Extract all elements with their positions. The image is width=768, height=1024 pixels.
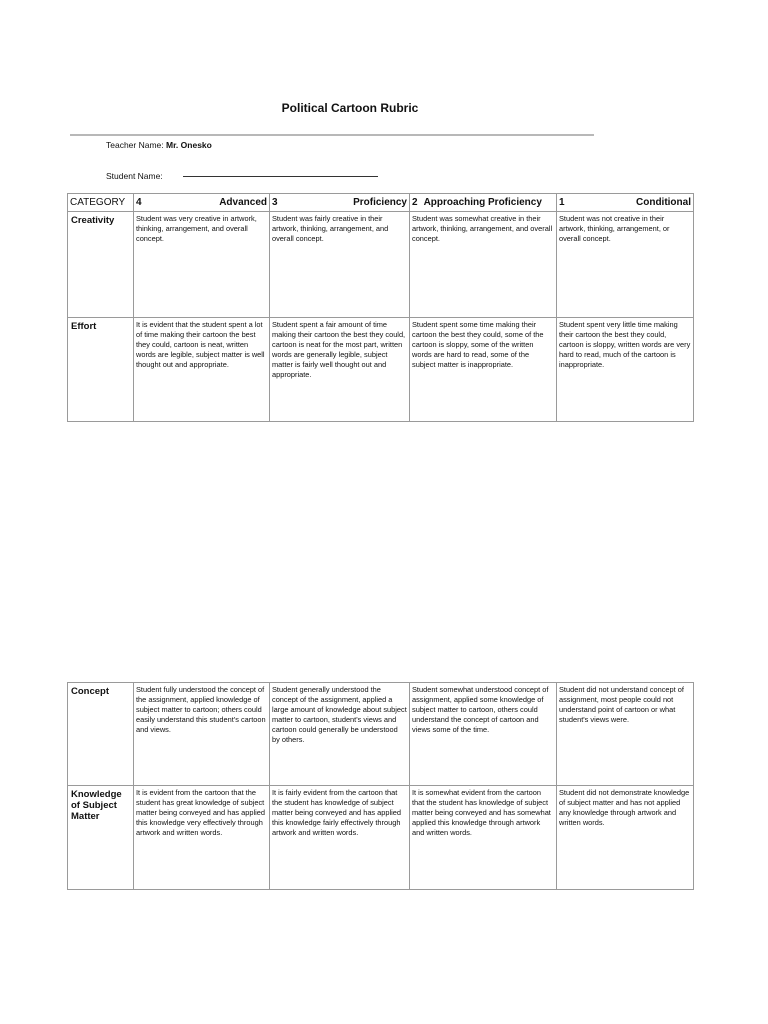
header-col-3: [270, 194, 410, 212]
rubric-cell: Student fully understood the concept of the assignment, applied knowledge of subject matter to cartoon; others could easily understand this student's cartoon and views.: [134, 683, 270, 786]
rubric-cell: Student was not creative in their artwork, thinking, arrangement, or overall concept.: [557, 212, 694, 318]
rubric-cell: Student somewhat understood concept of assignment, applied some knowledge of subject matter to cartoon, others could understand the concept of cartoon and views some of the time.: [410, 683, 557, 786]
teacher-name-value: Mr. Onesko: [166, 140, 212, 150]
header-col-2-number: 2: [412, 196, 418, 208]
rubric-cell: It is evident from the cartoon that the student has great knowledge of subject matter being conveyed and has applied this knowledge very effectively through artwork and written words.: [134, 786, 270, 890]
rubric-cell: Student spent a fair amount of time making their cartoon the best they could, cartoon is neat for the most part, written words are generally legible, subject matter is fairly well thought out and appropriate.: [270, 318, 410, 422]
teacher-name-field: [106, 140, 212, 150]
rubric-header-row: [68, 194, 694, 212]
header-col-4-label: Advanced: [219, 196, 267, 208]
rubric-cell: It is evident that the student spent a lot of time making their cartoon the best they could, cartoon is neat, written words are legible, subject matter is well thought out and appropriate.: [134, 318, 270, 422]
header-col-4: [134, 194, 270, 212]
header-col-1-number: 1: [559, 196, 565, 208]
row-category: Concept: [68, 683, 134, 786]
rubric-cell: Student spent some time making their cartoon the best they could, some of the cartoon is sloppy, some of the written words are hard to read, some of the subject matter is inappropriate.: [410, 318, 557, 422]
rubric-cell: Student spent very little time making their cartoon the best they could, cartoon is sloppy, written words are very hard to read, much of the cartoon is inappropriate.: [557, 318, 694, 422]
row-category: Effort: [68, 318, 134, 422]
rubric-cell: Student did not understand concept of assignment, most people could not understand point of cartoon or what student's views were.: [557, 683, 694, 786]
header-category: CATEGORY: [68, 194, 134, 212]
rubric-table-bottom: [67, 682, 694, 890]
rubric-cell: Student was fairly creative in their artwork, thinking, arrangement, and overall concept.: [270, 212, 410, 318]
rubric-row-effort: [68, 318, 694, 422]
page-title: Political Cartoon Rubric: [281, 101, 419, 115]
student-name-label: Student Name:: [106, 171, 163, 181]
student-name-field: [106, 171, 378, 181]
rubric-cell: Student did not demonstrate knowledge of subject matter and has not applied any knowledge through artwork and written words.: [557, 786, 694, 890]
rubric-row-creativity: [68, 212, 694, 318]
student-name-blank[interactable]: [183, 176, 378, 177]
rubric-table-top: [67, 193, 694, 422]
rubric-cell: It is fairly evident from the cartoon that the student has knowledge of subject matter being conveyed and has applied this knowledge fairly effectively through artwork and written words.: [270, 786, 410, 890]
header-col-3-label: Proficiency: [353, 196, 407, 208]
rubric-row-knowledge: [68, 786, 694, 890]
header-col-3-number: 3: [272, 196, 278, 208]
header-col-2: [410, 194, 557, 212]
header-col-1-label: Conditional: [636, 196, 691, 208]
title-divider: [70, 134, 594, 136]
teacher-name-label: Teacher Name:: [106, 140, 164, 150]
row-category: Creativity: [68, 212, 134, 318]
rubric-row-concept: [68, 683, 694, 786]
row-category: Knowledge of Subject Matter: [68, 786, 134, 890]
header-col-4-number: 4: [136, 196, 142, 208]
header-col-1: [557, 194, 694, 212]
rubric-cell: It is somewhat evident from the cartoon that the student has knowledge of subject matter being conveyed and has somewhat applied this knowledge through artwork and written words.: [410, 786, 557, 890]
rubric-cell: Student generally understood the concept of the assignment, applied a large amount of knowledge about subject matter to cartoon, student's views and cartoon could generally be understood by others.: [270, 683, 410, 786]
rubric-cell: Student was somewhat creative in their artwork, thinking, arrangement, and overall concept.: [410, 212, 557, 318]
header-col-2-label: Approaching Proficiency: [423, 196, 542, 208]
rubric-cell: Student was very creative in artwork, thinking, arrangement, and overall concept.: [134, 212, 270, 318]
